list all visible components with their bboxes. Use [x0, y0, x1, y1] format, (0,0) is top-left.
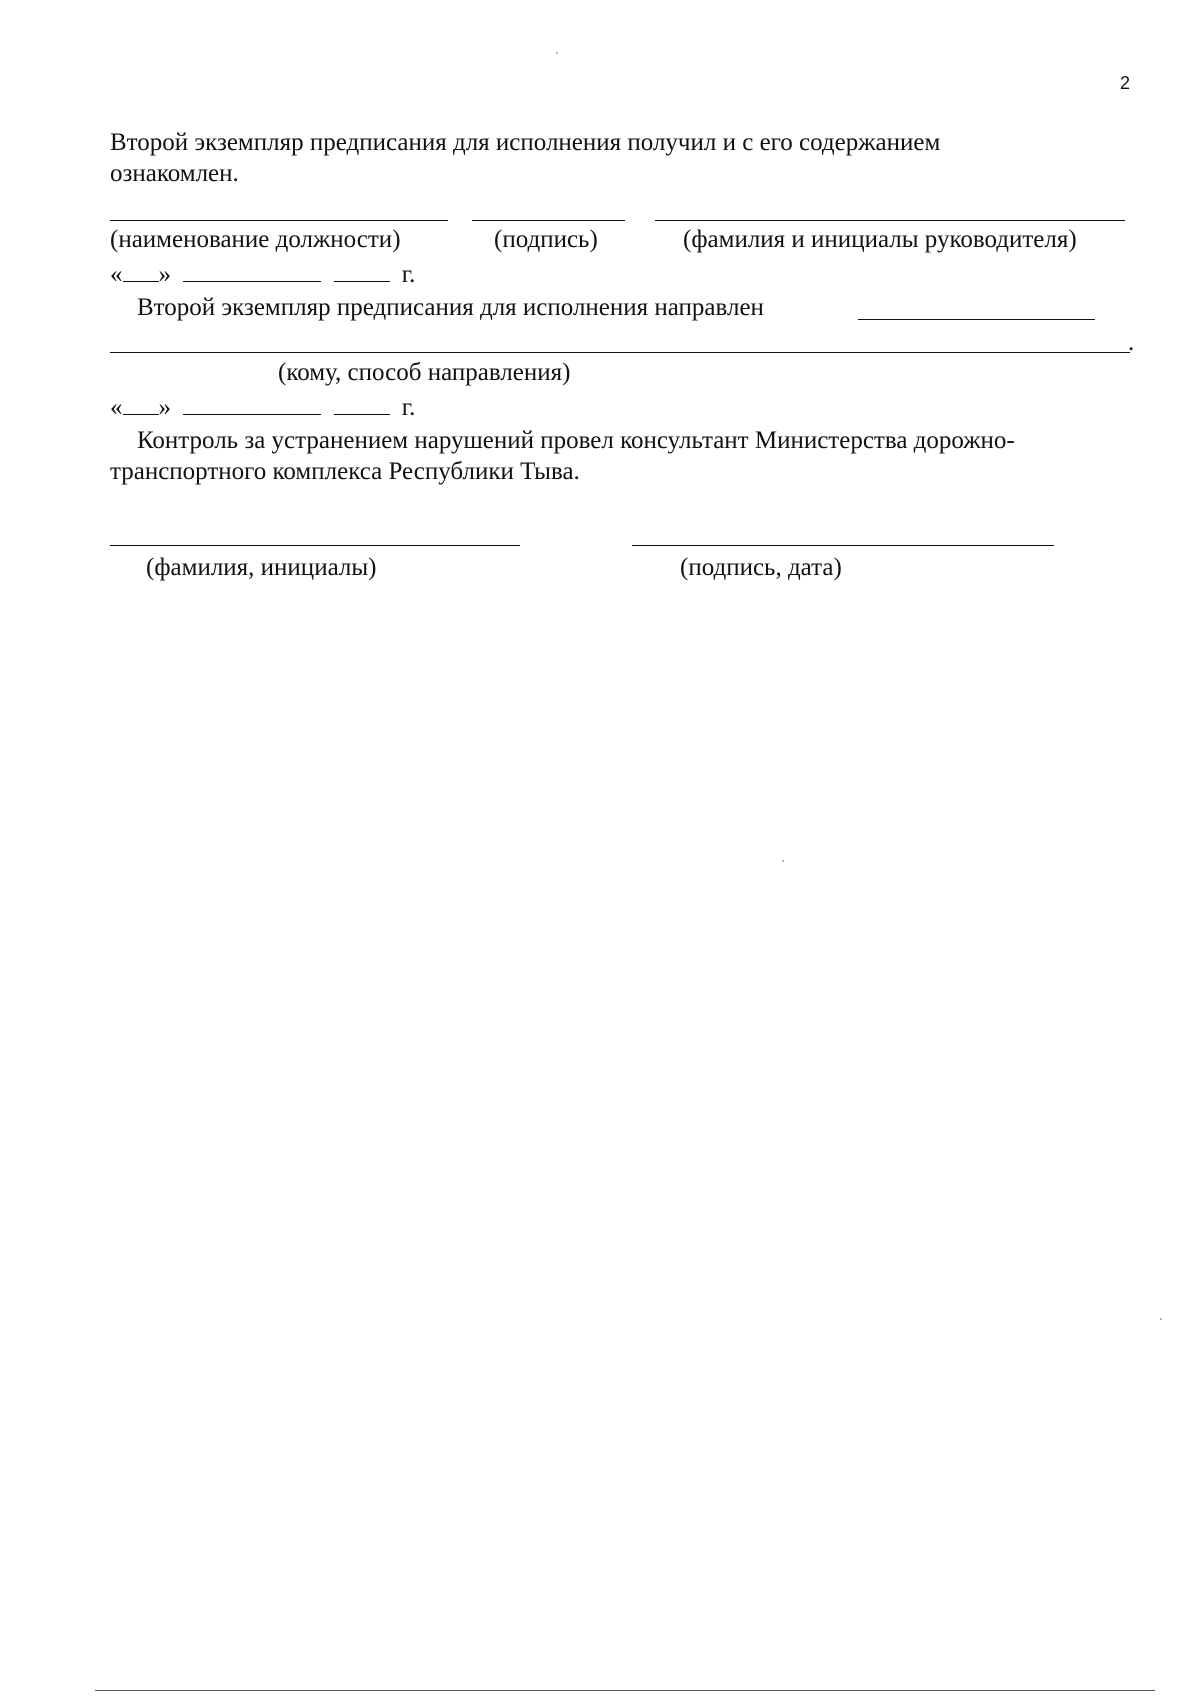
- scan-speck: [556, 52, 558, 54]
- scan-bottom-edge: [95, 1690, 1155, 1691]
- scan-speck: [782, 860, 784, 862]
- label-inspector-signature-date: (подпись, дата): [680, 554, 842, 581]
- date-year-suffix: г.: [401, 261, 416, 288]
- inspector-signature-date-line: [632, 545, 1054, 546]
- page-number: 2: [1120, 73, 1131, 93]
- date-day-field: [123, 392, 159, 415]
- acknowledgement-text-line2: ознакомлен.: [110, 160, 239, 187]
- date-row-1: [110, 259, 415, 290]
- label-fullname: (фамилия и инициалы руководителя): [683, 226, 1077, 253]
- date-close-quote: »: [158, 394, 171, 421]
- sent-text-line1: Второй экземпляр предписания для исполнения направлен: [137, 294, 764, 321]
- sent-end-period: .: [1128, 329, 1135, 356]
- position-signature-line: [110, 220, 448, 221]
- date-month-field: [183, 259, 321, 282]
- sent-recipient-line-inline: [858, 319, 1095, 320]
- date-year-suffix: г.: [401, 394, 416, 421]
- signature-line: [472, 220, 625, 221]
- date-row-2: [110, 392, 415, 423]
- control-text-line1: Контроль за устранением нарушений провел консультант Министерства дорожно-: [137, 427, 1015, 454]
- label-inspector-fullname: (фамилия, инициалы): [146, 554, 377, 581]
- date-open-quote: «: [110, 261, 123, 288]
- label-position: (наименование должности): [110, 226, 401, 253]
- acknowledgement-text-line1: Второй экземпляр предписания для исполнения получил и с его содержанием: [110, 129, 941, 156]
- date-year-field: [334, 259, 390, 282]
- control-text-line2: транспортного комплекса Республики Тыва.: [110, 458, 580, 485]
- scan-speck: [1160, 1318, 1162, 1320]
- date-open-quote: «: [110, 394, 123, 421]
- label-recipient: (кому, способ направления): [278, 359, 571, 386]
- date-month-field: [183, 392, 321, 415]
- date-year-field: [334, 392, 390, 415]
- date-day-field: [123, 259, 159, 282]
- sent-recipient-line-full: [110, 352, 1130, 353]
- label-signature: (подпись): [494, 226, 598, 253]
- date-close-quote: »: [158, 261, 171, 288]
- inspector-fullname-line: [110, 545, 520, 546]
- fullname-signature-line: [655, 220, 1125, 221]
